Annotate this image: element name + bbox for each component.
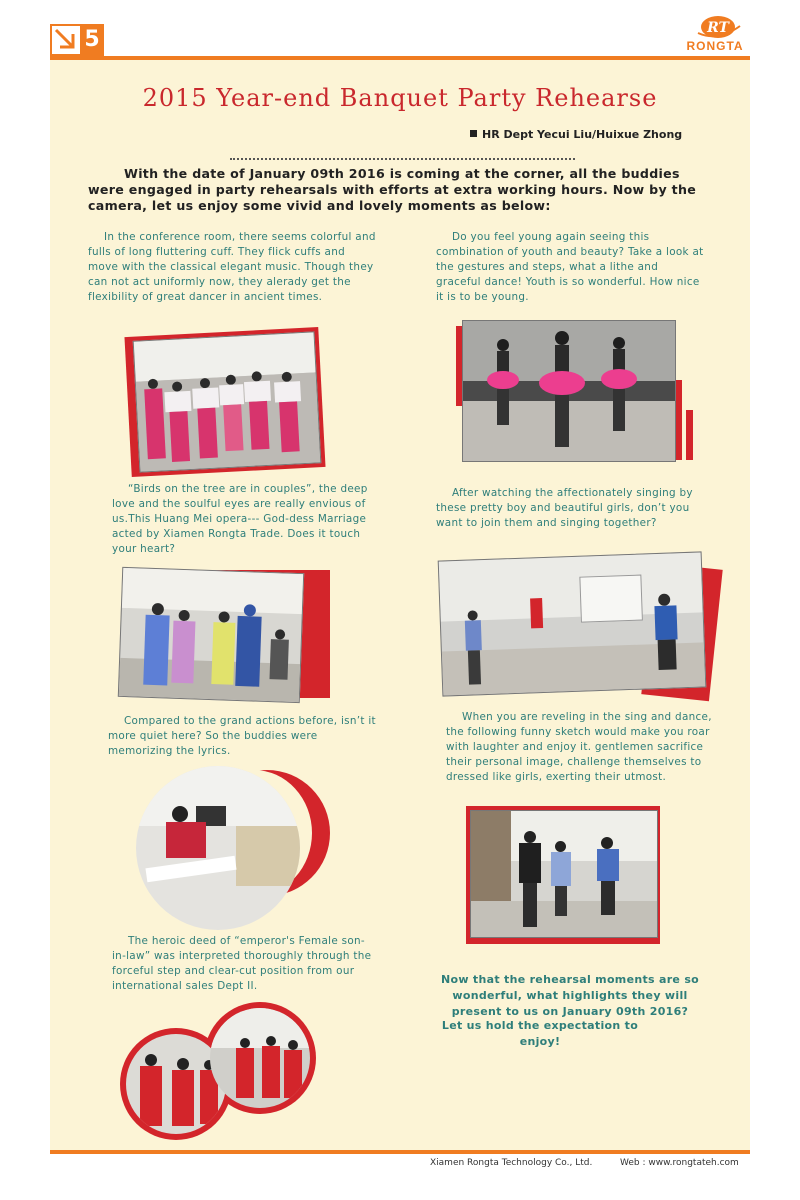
logo-mark-text: RT <box>707 20 729 36</box>
rongta-logo-icon <box>690 14 746 40</box>
photo-frame-bar <box>686 410 693 460</box>
para-quiet: Compared to the grand actions before, isn’t it more quiet here? So the buddies were memorizing the lyrics. <box>108 715 376 757</box>
logo-name: RONGTA <box>686 39 744 53</box>
dotted-divider <box>230 150 575 160</box>
square-bullet-icon <box>470 130 477 137</box>
closing-expectation: Let us hold the expectation to enjoy! <box>441 1019 639 1048</box>
para-sketch: When you are reveling in the sing and dance, the following funny sketch would make you roar with laughter and enjoy it. gentlemen sacrifice their personal image, challenge themselves to dressed like girls, exerting their utmost. <box>446 711 712 783</box>
para-conference: In the conference room, there seems colorful and fulls of long fluttering cuff. They flick cuffs and move with the classical elegant music. Though they can not act uniformly now, they alerady get the flexibility of great dancer in ancient times. <box>88 231 376 303</box>
article-title: 2015 Year-end Banquet Party Rehearse <box>142 84 658 112</box>
para-heroic: The heroic deed of “emperor's Female son-in-law” was interpreted thoroughly through the forceful step and clear-cut position from our international sales Dept II. <box>112 935 372 992</box>
photo-singing <box>438 551 707 696</box>
footer-website: Web : www.rongtateh.com <box>620 1158 739 1168</box>
para-birds: “Birds on the tree are in couples”, the deep love and the soulful eyes are really envious of us.This Huang Mei opera--- God-dess Marriage acted by Xiamen Rongta Trade. Does it touch your heart? <box>112 483 368 555</box>
article-author <box>470 128 710 144</box>
photo-memorizing <box>136 766 300 930</box>
para-young: Do you feel young again seeing this combination of youth and beauty? Take a look at the gestures and steps, what a lithe and graceful dance! Youth is so wonderful. How nice it is to be young. <box>436 231 704 303</box>
closing-question: Now that the rehearsal moments are so wonderful, what highlights they will present to us on January 09th 2016? <box>440 973 700 1018</box>
photo-conference-dance <box>133 331 322 472</box>
para-singing: After watching the affectionately singing by these pretty boy and beautiful girls, don’t you want to join them and singing together? <box>436 487 693 529</box>
photo-opera <box>118 567 304 703</box>
footer-company: Xiamen Rongta Technology Co., Ltd. <box>430 1158 593 1168</box>
page-number: 5 <box>84 27 100 52</box>
photo-emperor-right <box>210 1008 310 1108</box>
author-text: HR Dept Yecui Liu/Huixue Zhong <box>482 128 683 141</box>
arrow-icon <box>52 26 80 54</box>
article-intro: With the date of January 09th 2016 is coming at the corner, all the buddies were engaged in party rehearsals with efforts at extra working hours. Now by the camera, let us enjoy some vivid and lovely moments as below: <box>88 166 697 213</box>
photo-pink-dance <box>462 320 676 462</box>
footer-rule <box>50 1150 750 1154</box>
photo-sketch <box>470 810 658 938</box>
